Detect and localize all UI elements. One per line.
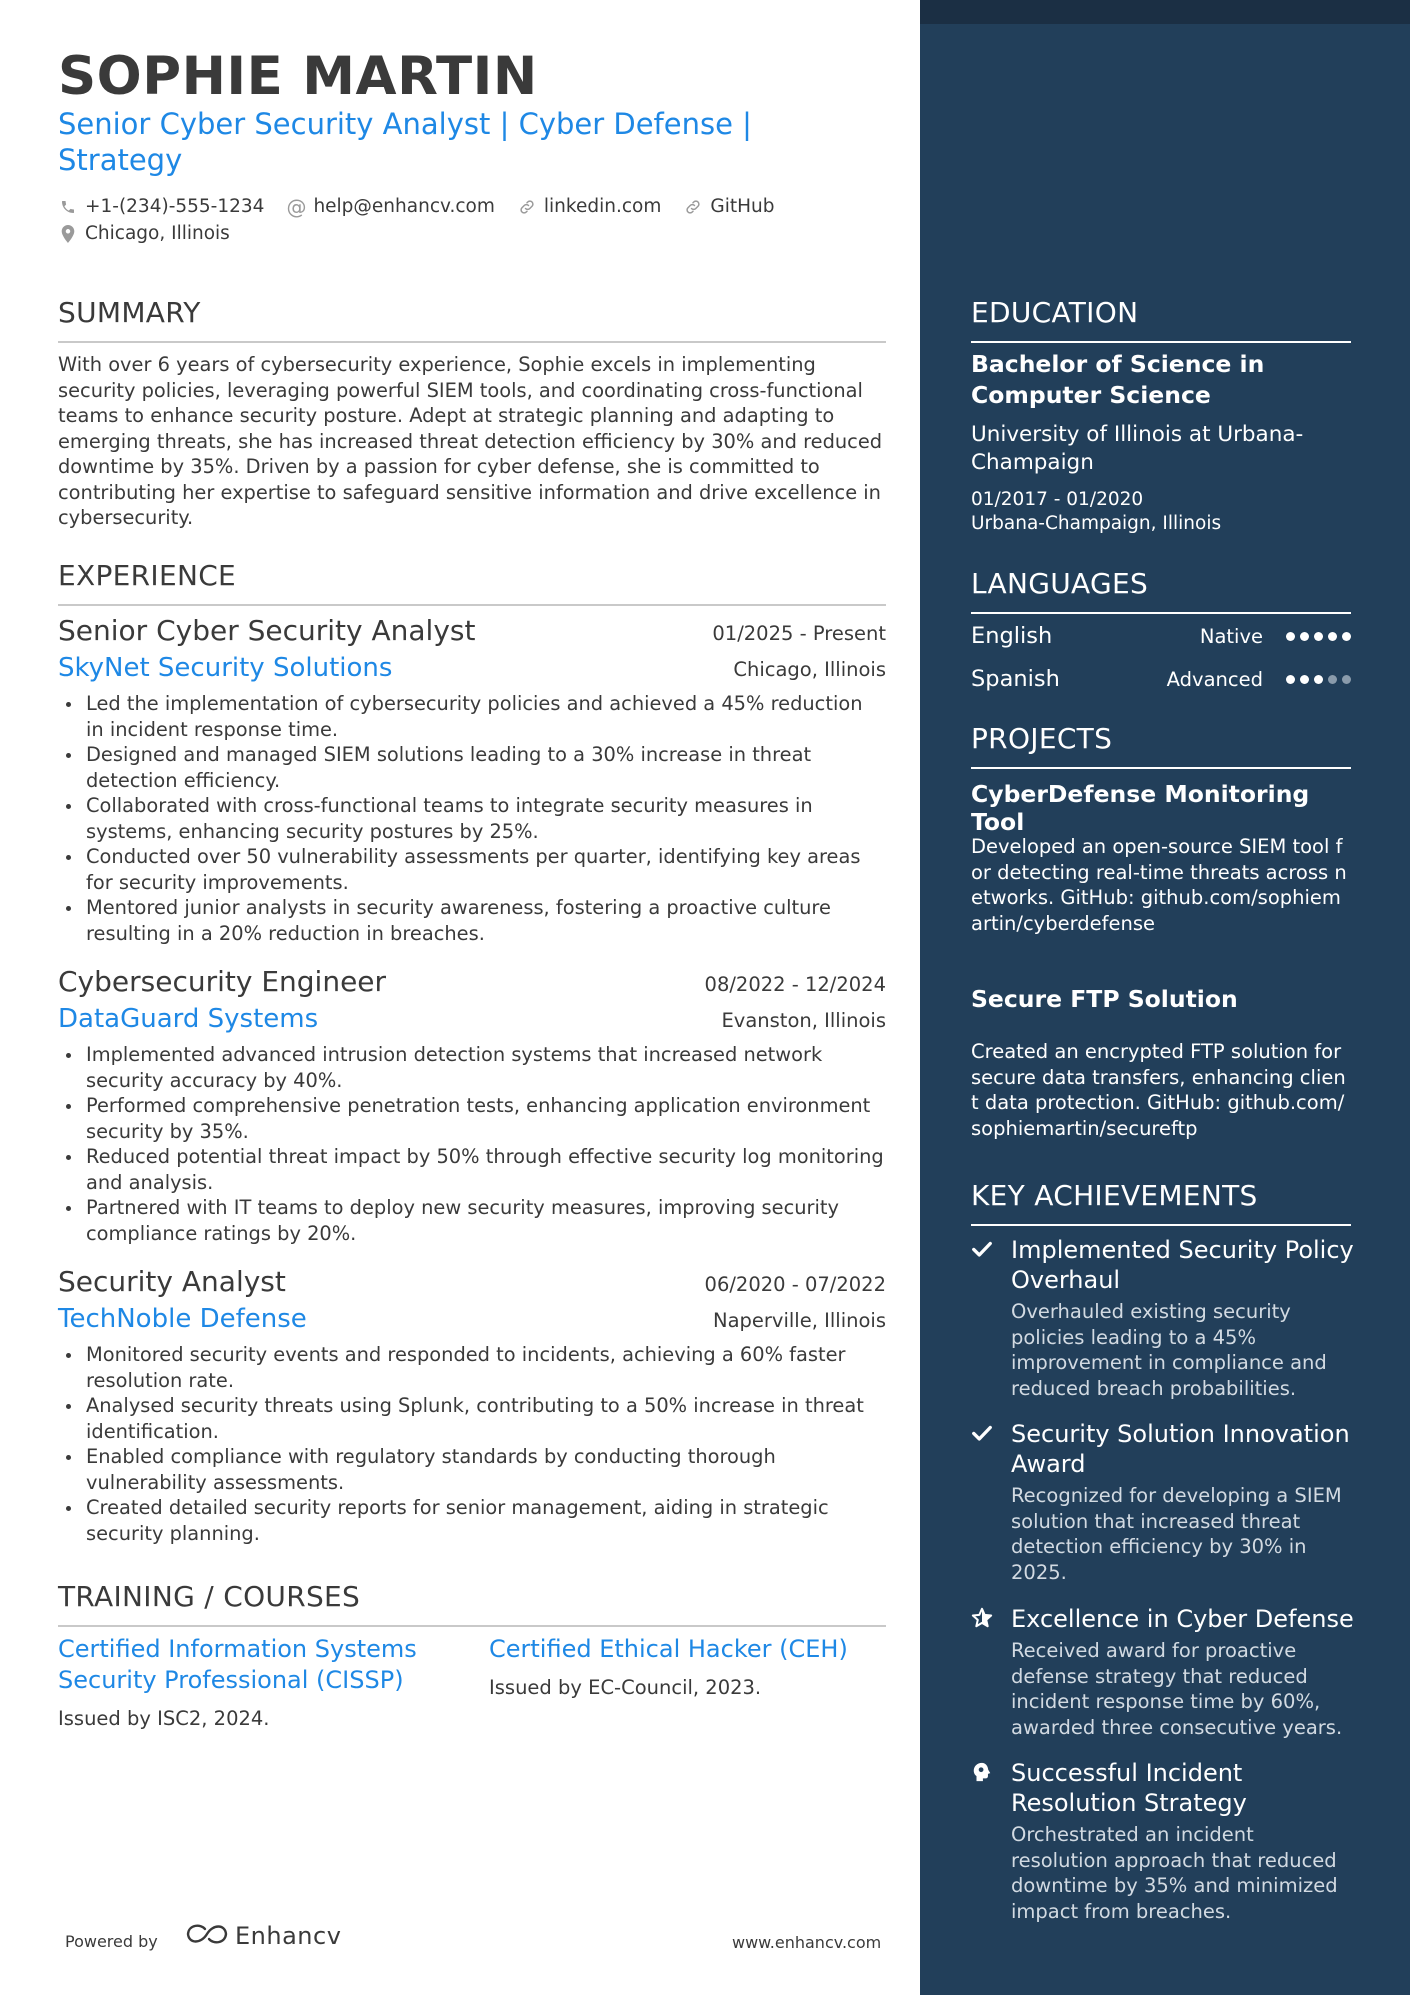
achievement-title: Successful Incident Resolution Strategy bbox=[1011, 1759, 1247, 1817]
project-title: Secure FTP Solution bbox=[971, 985, 1238, 1013]
job-bullet: Performed comprehensive penetration tests, enhancing application environment security by 35%. bbox=[58, 1093, 886, 1144]
experience-heading: EXPERIENCE bbox=[58, 559, 886, 606]
contact-email[interactable] bbox=[286, 196, 494, 217]
rating-dot-empty bbox=[1328, 675, 1337, 684]
location-pin-icon bbox=[58, 224, 78, 244]
projects-heading: PROJECTS bbox=[971, 722, 1351, 769]
job-bullet: Collaborated with cross-functional teams to integrate security measures in systems, enhancing security postures by 25%. bbox=[58, 793, 886, 844]
job-location: Evanston, Illinois bbox=[721, 1009, 886, 1032]
job-location: Naperville, Illinois bbox=[713, 1309, 886, 1332]
achievement-description: Received award for proactive defense strategy that reduced incident response time by 60%, awarded three consecutive years. bbox=[1011, 1639, 1343, 1739]
education-heading: EDUCATION bbox=[971, 296, 1351, 343]
phone-icon bbox=[58, 197, 78, 217]
job-title: Senior Cyber Security Analyst bbox=[58, 614, 476, 647]
at-icon: @ bbox=[286, 194, 307, 219]
language-level: Advanced bbox=[1166, 667, 1263, 691]
achievement-title: Implemented Security Policy Overhaul bbox=[1011, 1236, 1354, 1294]
course-issuer: Issued by EC-Council, 2023. bbox=[489, 1676, 762, 1699]
brain-icon bbox=[971, 1761, 993, 1783]
link-icon bbox=[517, 197, 537, 217]
job-company: SkyNet Security Solutions bbox=[58, 653, 393, 683]
job-bullet: Monitored security events and responded to incidents, achieving a 60% faster resolution rate. bbox=[58, 1342, 886, 1393]
course-entry bbox=[489, 1634, 889, 1699]
contact-github-text: GitHub bbox=[710, 196, 775, 217]
footer-url[interactable]: www.enhancv.com bbox=[732, 1933, 882, 1952]
check-icon bbox=[971, 1422, 993, 1444]
achievement-item bbox=[971, 1758, 1356, 1924]
education-dates: 01/2017 - 01/2020 bbox=[971, 489, 1144, 510]
achievement-item bbox=[971, 1604, 1356, 1740]
summary-text: With over 6 years of cybersecurity experience, Sophie excels in implementing security policies, leveraging powerful SIEM tools, and coordinating cross-functional teams to enhance security posture. Adept at strategic planning and adapting to emerging threats, she has increased threat detection efficiency by 30% and reduced downtime by 35%. Driven by a passion for cyber defense, she is committed to contributing her expertise to safeguard sensitive information and drive excellence in cybersecurity. bbox=[58, 353, 883, 529]
rating-dot-filled bbox=[1300, 632, 1309, 641]
rating-dot-filled bbox=[1328, 632, 1337, 641]
project-description: Developed an open-source SIEM tool for detecting real-time threats across networks. GitHub: github.com/sophiemartin/cyberdefense bbox=[971, 835, 1347, 935]
sidebar-top-bar bbox=[920, 0, 1410, 24]
achievement-description: Overhauled existing security policies leading to a 45% improvement in compliance and reduced breach probabilities. bbox=[1011, 1300, 1327, 1400]
job-bullet: Conducted over 50 vulnerability assessments per quarter, identifying key areas for security improvements. bbox=[58, 844, 886, 895]
check-icon bbox=[971, 1238, 993, 1260]
contact-info bbox=[58, 193, 878, 247]
achievements-heading: KEY ACHIEVEMENTS bbox=[971, 1179, 1351, 1226]
job-entry bbox=[58, 965, 886, 1246]
course-name: Certified Ethical Hacker (CEH) bbox=[489, 1635, 848, 1663]
job-bullet: Mentored junior analysts in security awareness, fostering a proactive culture resulting in a 20% reduction in breaches. bbox=[58, 895, 886, 946]
job-bullet: Partnered with IT teams to deploy new security measures, improving security compliance ratings by 20%. bbox=[58, 1195, 886, 1246]
contact-location bbox=[58, 223, 230, 244]
job-bullet: Designed and managed SIEM solutions leading to a 30% increase in threat detection efficiency. bbox=[58, 742, 886, 793]
education-location: Urbana-Champaign, Illinois bbox=[971, 513, 1222, 534]
rating-dot-filled bbox=[1342, 632, 1351, 641]
language-rating bbox=[1281, 632, 1351, 641]
project-description: Created an encrypted FTP solution for secure data transfers, enhancing client data protection. GitHub: github.com/sophiemartin/secureftp bbox=[971, 1040, 1346, 1140]
enhancv-logo-icon bbox=[183, 1921, 231, 1951]
job-title: Cybersecurity Engineer bbox=[58, 965, 387, 998]
summary-heading: SUMMARY bbox=[58, 296, 886, 343]
rating-dot-filled bbox=[1286, 632, 1295, 641]
training-heading: TRAINING / COURSES bbox=[58, 1580, 886, 1627]
contact-phone-text: +1-(234)-555-1234 bbox=[85, 196, 265, 217]
rating-dot-filled bbox=[1314, 632, 1323, 641]
candidate-title: Senior Cyber Security Analyst | Cyber Defense | Strategy bbox=[58, 107, 752, 177]
contact-email-text: help@enhancv.com bbox=[313, 196, 495, 217]
language-level: Native bbox=[1199, 624, 1263, 648]
job-bullet: Created detailed security reports for senior management, aiding in strategic security planning. bbox=[58, 1495, 886, 1546]
job-bullets bbox=[58, 1042, 886, 1246]
enhancv-logo-text: Enhancv bbox=[235, 1922, 342, 1950]
job-date: 06/2020 - 07/2022 bbox=[704, 1273, 886, 1296]
job-bullet: Analysed security threats using Splunk, contributing to a 50% increase in threat identification. bbox=[58, 1393, 886, 1444]
course-name: Certified Information Systems Security Professional (CISSP) bbox=[58, 1635, 417, 1694]
job-title: Security Analyst bbox=[58, 1265, 286, 1298]
candidate-name: SOPHIE MARTIN bbox=[58, 46, 538, 107]
footer-powered-by: Powered by bbox=[65, 1932, 158, 1951]
star-icon bbox=[971, 1607, 993, 1629]
education-school: University of Illinois at Urbana-Champaign bbox=[971, 422, 1304, 475]
achievement-item bbox=[971, 1419, 1356, 1585]
contact-location-text: Chicago, Illinois bbox=[85, 223, 230, 244]
education-degree: Bachelor of Science in Computer Science bbox=[971, 350, 1265, 409]
contact-github[interactable] bbox=[683, 196, 774, 217]
contact-linkedin-text: linkedin.com bbox=[543, 196, 662, 217]
course-entry bbox=[58, 1634, 448, 1730]
achievement-title: Security Solution Innovation Award bbox=[1011, 1420, 1350, 1478]
job-bullet: Enabled compliance with regulatory standards by conducting thorough vulnerability assessments. bbox=[58, 1444, 886, 1495]
job-entry bbox=[58, 614, 886, 946]
language-name: Spanish bbox=[971, 666, 1060, 692]
job-location: Chicago, Illinois bbox=[733, 658, 886, 681]
language-row bbox=[971, 621, 1351, 651]
rating-dot-filled bbox=[1286, 675, 1295, 684]
rating-dot-filled bbox=[1314, 675, 1323, 684]
job-bullet: Reduced potential threat impact by 50% through effective security log monitoring and analysis. bbox=[58, 1144, 886, 1195]
course-issuer: Issued by ISC2, 2024. bbox=[58, 1707, 270, 1730]
project-title: CyberDefense Monitoring Tool bbox=[971, 780, 1310, 836]
link-icon bbox=[683, 197, 703, 217]
job-bullets bbox=[58, 1342, 886, 1546]
education-meta bbox=[971, 488, 1351, 536]
contact-phone[interactable] bbox=[58, 196, 264, 217]
achievement-title: Excellence in Cyber Defense bbox=[1011, 1605, 1354, 1633]
achievement-description: Recognized for developing a SIEM solution that increased threat detection efficiency by 30% in 2025. bbox=[1011, 1484, 1342, 1584]
contact-linkedin[interactable] bbox=[517, 196, 661, 217]
rating-dot-empty bbox=[1342, 675, 1351, 684]
achievement-item bbox=[971, 1235, 1356, 1401]
job-bullet: Led the implementation of cybersecurity policies and achieved a 45% reduction in incident response time. bbox=[58, 691, 886, 742]
job-date: 08/2022 - 12/2024 bbox=[704, 973, 886, 996]
languages-heading: LANGUAGES bbox=[971, 567, 1351, 614]
rating-dot-filled bbox=[1300, 675, 1309, 684]
job-company: DataGuard Systems bbox=[58, 1004, 319, 1034]
language-row bbox=[971, 664, 1351, 694]
job-entry bbox=[58, 1265, 886, 1546]
job-bullet: Implemented advanced intrusion detection systems that increased network security accuracy by 40%. bbox=[58, 1042, 886, 1093]
job-date: 01/2025 - Present bbox=[712, 622, 886, 645]
enhancv-logo[interactable] bbox=[183, 1921, 341, 1951]
achievement-description: Orchestrated an incident resolution approach that reduced downtime by 35% and minimized impact from breaches. bbox=[1011, 1823, 1338, 1923]
job-bullets bbox=[58, 691, 886, 946]
language-name: English bbox=[971, 623, 1053, 649]
job-company: TechNoble Defense bbox=[58, 1304, 307, 1334]
language-rating bbox=[1281, 675, 1351, 684]
